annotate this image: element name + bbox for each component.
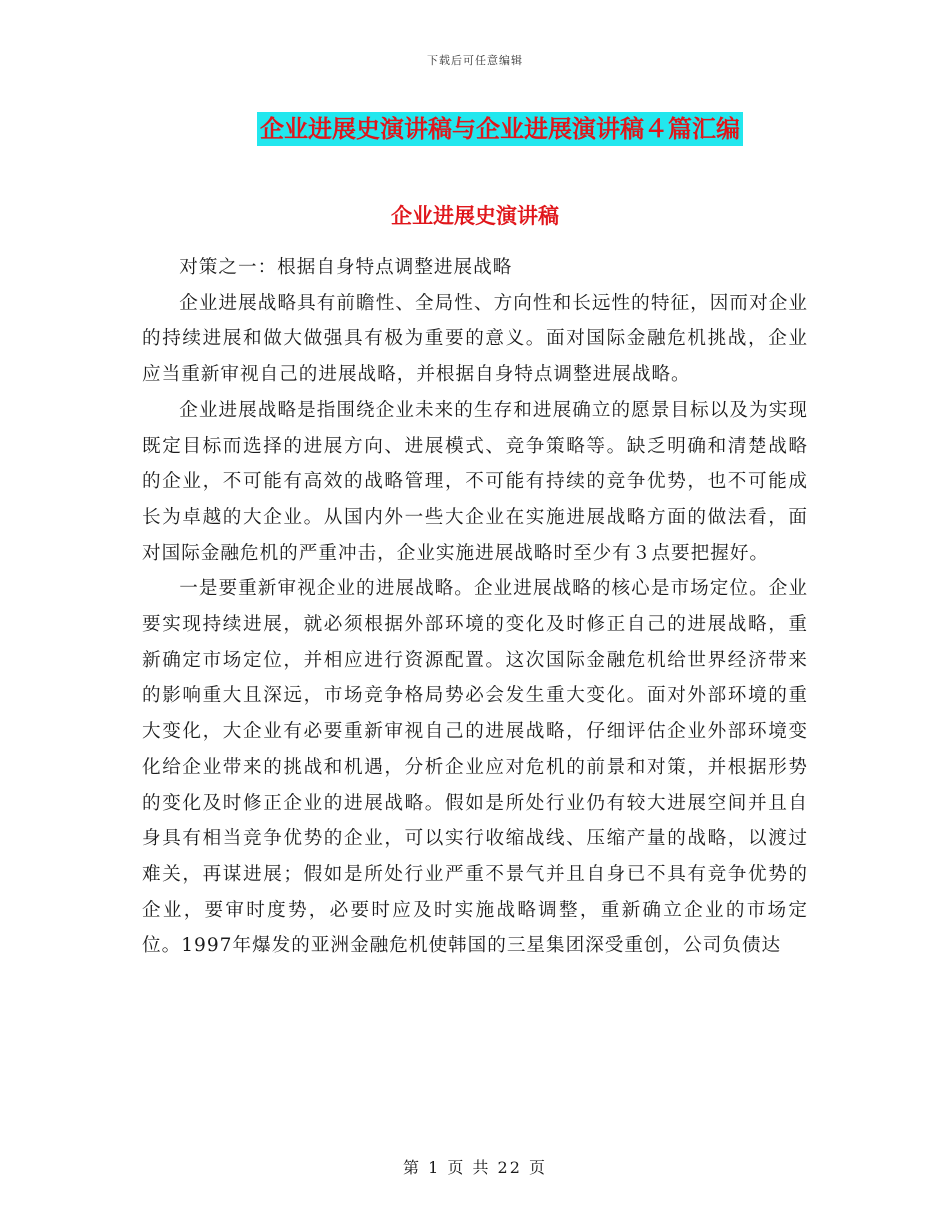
paragraph-2: 企业进展战略具有前瞻性、全局性、方向性和长远性的特征，因而对企业的持续进展和做大做强具有极为重要的意义。面对国际金融危机挑战，企业应当重新审视自己的进展战略，并根据自身特点调整进展战略。 <box>142 292 808 386</box>
page-footer-page-number: 第 1 页 共 22 页 <box>403 1158 547 1177</box>
paragraph-1: 对策之一：根据自身特点调整进展战略 <box>179 257 513 278</box>
page-header-note: 下载后可任意编辑 <box>427 54 523 67</box>
document-title-container <box>0 112 950 146</box>
document-title: 企业进展史演讲稿与企业进展演讲稿４篇汇编 <box>257 112 743 146</box>
paragraph-3: 企业进展战略是指围绕企业未来的生存和进展确立的愿景目标以及为实现既定目标而选择的进展方向、进展模式、竞争策略等。缺乏明确和清楚战略的企业，不可能有高效的战略管理，不可能有持续的竞争优势，也不可能成长为卓越的大企业。从国内外一些大企业在实施进展战略方面的做法看，面对国际金融危机的严重冲击，企业实施进展战略时至少有３点要把握好。 <box>142 399 808 564</box>
paragraph-4: 一是要重新审视企业的进展战略。企业进展战略的核心是市场定位。企业要实现持续进展，就必须根据外部环境的变化及时修正自己的进展战略，重新确定市场定位，并相应进行资源配置。这次国际金融危机给世界经济带来的影响重大且深远，市场竞争格局势必会发生重大变化。面对外部环境的重大变化，大企业有必要重新审视自己的进展战略，仔细评估企业外部环境变化给企业带来的挑战和机遇，分析企业应对危机的前景和对策，并根据形势的变化及时修正企业的进展战略。假如是所处行业仍有较大进展空间并且自身具有相当竞争优势的企业，可以实行收缩战线、压缩产量的战略，以渡过难关，再谋进展；假如是所处行业严重不景气并且自身已不具有竞争优势的企业，要审时度势，必要时应及时实施战略调整，重新确立企业的市场定位。1997年爆发的亚洲金融危机使韩国的三星集团深受重创，公司负债达 <box>142 578 808 957</box>
document-body <box>142 250 808 964</box>
section-title: 企业进展史演讲稿 <box>391 203 559 228</box>
